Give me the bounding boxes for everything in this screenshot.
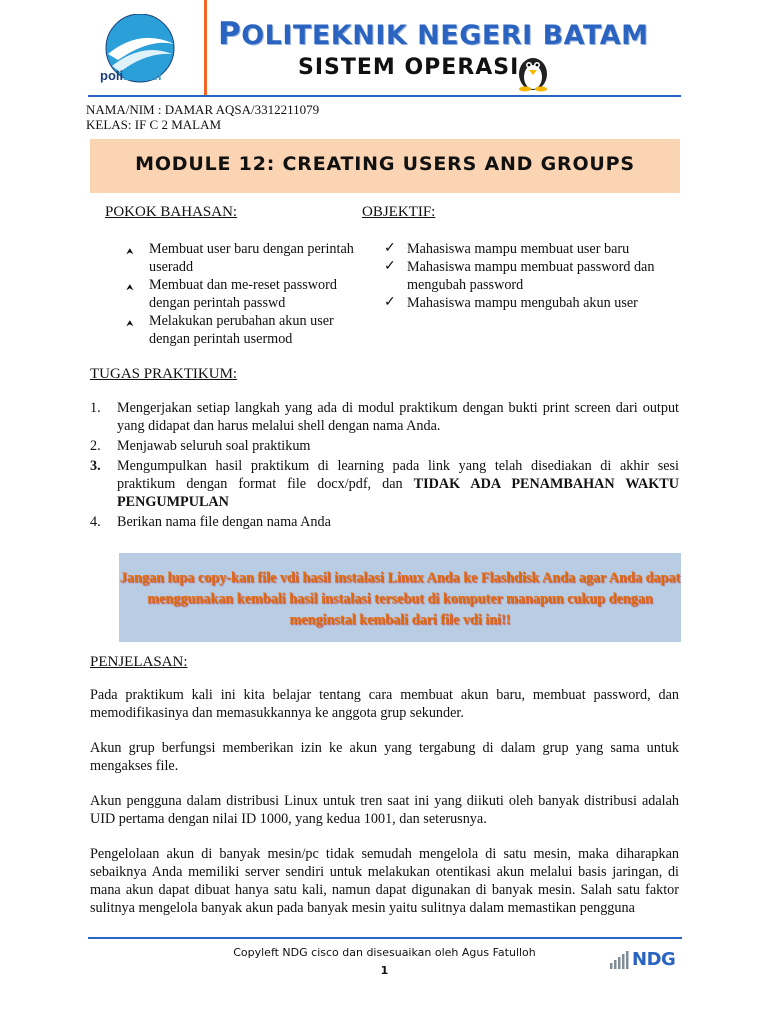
arrow-bullet-icon: ⮝ bbox=[126, 246, 134, 256]
student-name-nim: NAMA/NIM : DAMAR AQSA/3312211079 bbox=[86, 102, 320, 117]
institution-name: POLITEKNIK NEGERI BATAM bbox=[218, 16, 649, 52]
list-item: 2. Menjawab seluruh soal praktikum bbox=[90, 438, 311, 454]
list-item: ✓ Mahasiswa mampu mengubah akun user bbox=[384, 295, 638, 311]
penguin-icon bbox=[510, 50, 556, 92]
list-item: ⮝ Melakukan perubahan akun user dengan perintah usermod bbox=[126, 313, 334, 347]
logo-wordmark: polibatam bbox=[100, 68, 162, 83]
tugas-praktikum-heading: TUGAS PRAKTIKUM: bbox=[90, 366, 238, 382]
course-title: SISTEM OPERASI bbox=[298, 55, 520, 80]
arrow-bullet-icon: ⮝ bbox=[126, 282, 134, 292]
paragraph: Pada praktikum kali ini kita belajar tentang cara membuat akun baru, membuat password, dan memodifikasinya dan memasukkannya ke anggota grup sekunder. bbox=[90, 687, 679, 721]
arrow-bullet-icon: ⮝ bbox=[126, 318, 134, 328]
list-item: 4. Berikan nama file dengan nama Anda bbox=[90, 514, 331, 530]
tugas-praktikum-list bbox=[90, 399, 679, 533]
objektif-list bbox=[384, 240, 684, 312]
paragraph: Akun grup berfungsi memberikan izin ke akun yang tergabung di dalam grup yang sama untuk mengakses file. bbox=[90, 740, 679, 774]
notice-text: Jangan lupa copy-kan file vdi hasil instalasi Linux Anda ke Flashdisk Anda agar Anda dapat menggunakan kembali hasil instalasi tersebut di komputer manapun cukup dengan menginstal kembali dari file vdi ini!! bbox=[119, 570, 681, 628]
list-item: ✓ Mahasiswa mampu membuat password dan mengubah password bbox=[384, 259, 655, 293]
pokok-bahasan-list bbox=[126, 240, 354, 348]
paragraph: Akun pengguna dalam distribusi Linux untuk tren saat ini yang diikuti oleh banyak distribusi adalah UID pertama dengan nilai ID 1000, yang kedua 1001, dan seterusnya. bbox=[90, 793, 679, 827]
paragraph: Pengelolaan akun di banyak mesin/pc tidak semudah mengelola di satu mesin, maka diharapkan sebaiknya Anda memiliki server sendiri untuk melakukan otentikasi akun melalui basis jaringan, di mana akun dapat dibuat hanya satu kali, namun dapat digunakan di banyak mesin. Salah satu faktor sulitnya mengelola banyak akun pada banyak mesin yaitu sulitnya dalam memastikan pengguna bbox=[90, 846, 679, 916]
penjelasan-heading: PENJELASAN: bbox=[90, 654, 188, 670]
list-item: 3. Mengumpulkan hasil praktikum di learning pada link yang telah disediakan di akhir sesi praktikum dengan format file docx/pdf, dan TIDAK ADA PENAMBAHAN WAKTU PENGUMPULAN bbox=[90, 458, 679, 510]
deadline-emphasis: TIDAK ADA PENAMBAHAN WAKTU PENGUMPULAN bbox=[117, 476, 679, 510]
module-title: MODULE 12: CREATING USERS AND GROUPS bbox=[135, 153, 635, 175]
checkmark-icon: ✓ bbox=[384, 259, 396, 274]
header-divider bbox=[204, 0, 207, 97]
page-number: 1 bbox=[380, 964, 389, 977]
list-item: ⮝ Membuat user baru dengan perintah useradd bbox=[126, 241, 354, 275]
objektif-heading: OBJEKTIF: bbox=[362, 204, 436, 220]
footer-rule bbox=[88, 937, 682, 939]
student-class: KELAS: IF C 2 MALAM bbox=[86, 117, 222, 132]
list-item: 1. Mengerjakan setiap langkah yang ada di modul praktikum dengan bukti print screen dari output yang didapat dan harus melalui shell dengan nama Anda. bbox=[90, 400, 679, 434]
footer-credit: Copyleft NDG cisco dan disesuaikan oleh Agus Fatulloh bbox=[233, 946, 536, 959]
list-item: ⮝ Membuat dan me-reset password dengan perintah passwd bbox=[126, 277, 337, 311]
ndg-logo-text: NDG bbox=[632, 949, 676, 970]
header-rule bbox=[88, 95, 681, 97]
checkmark-icon: ✓ bbox=[384, 295, 396, 310]
pokok-bahasan-heading: POKOK BAHASAN: bbox=[105, 204, 238, 220]
list-item: ✓ Mahasiswa mampu membuat user baru bbox=[384, 241, 630, 257]
checkmark-icon: ✓ bbox=[384, 241, 396, 256]
